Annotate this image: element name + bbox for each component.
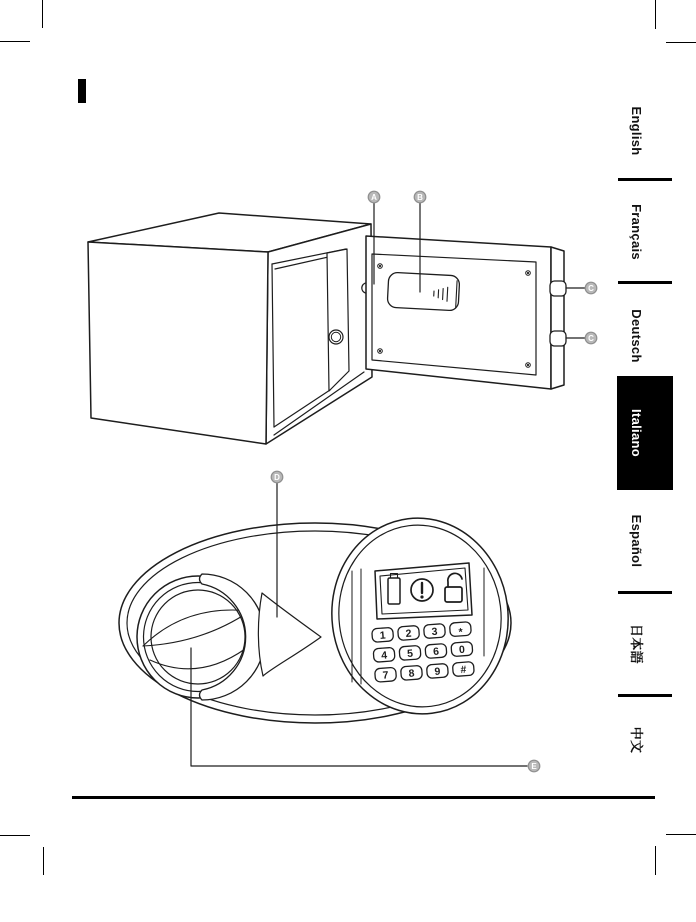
key-0: 0 bbox=[458, 643, 466, 657]
key-6: 6 bbox=[432, 645, 440, 659]
key-3: 3 bbox=[431, 625, 438, 639]
key-2: 2 bbox=[405, 627, 412, 641]
display-window bbox=[375, 563, 472, 619]
key-7: 7 bbox=[382, 669, 389, 682]
key-8: 8 bbox=[408, 667, 415, 680]
battery-compartment bbox=[387, 272, 460, 311]
key-1: 1 bbox=[379, 629, 387, 642]
safe-right-face bbox=[266, 224, 372, 444]
callout-label-c-lower: C bbox=[588, 334, 594, 343]
door-edge bbox=[551, 247, 564, 389]
lock-bolt-lower bbox=[550, 331, 566, 346]
sidebar-item-francais: Français bbox=[629, 204, 644, 260]
sidebar-item-japanese: 日本語 bbox=[629, 624, 644, 664]
door-hinge-column bbox=[327, 249, 349, 391]
safe-door bbox=[362, 236, 566, 389]
key-9: 9 bbox=[434, 665, 441, 678]
callout-label-e: E bbox=[531, 762, 537, 771]
control-panel-figure bbox=[119, 483, 527, 766]
callout-label-a: A bbox=[371, 193, 377, 202]
key-star: * bbox=[458, 626, 464, 639]
callout-label-c-upper: C bbox=[588, 284, 594, 293]
sidebar-item-espanol: Español bbox=[629, 514, 644, 568]
callout-label-d: D bbox=[274, 473, 280, 482]
sidebar-item-deutsch: Deutsch bbox=[629, 309, 644, 363]
safe-figure bbox=[88, 203, 585, 444]
key-5: 5 bbox=[406, 647, 414, 660]
sidebar-item-italiano: Italiano bbox=[629, 409, 644, 457]
sidebar-item-english: English bbox=[629, 106, 644, 156]
lock-bolt-upper bbox=[550, 281, 566, 296]
key-hash: # bbox=[460, 663, 467, 677]
safe-front-face bbox=[88, 242, 268, 444]
sidebar-active-tab-background bbox=[617, 376, 673, 490]
callout-label-b: B bbox=[417, 193, 423, 202]
key-4: 4 bbox=[380, 649, 388, 662]
sidebar-item-chinese: 中文 bbox=[629, 726, 644, 754]
